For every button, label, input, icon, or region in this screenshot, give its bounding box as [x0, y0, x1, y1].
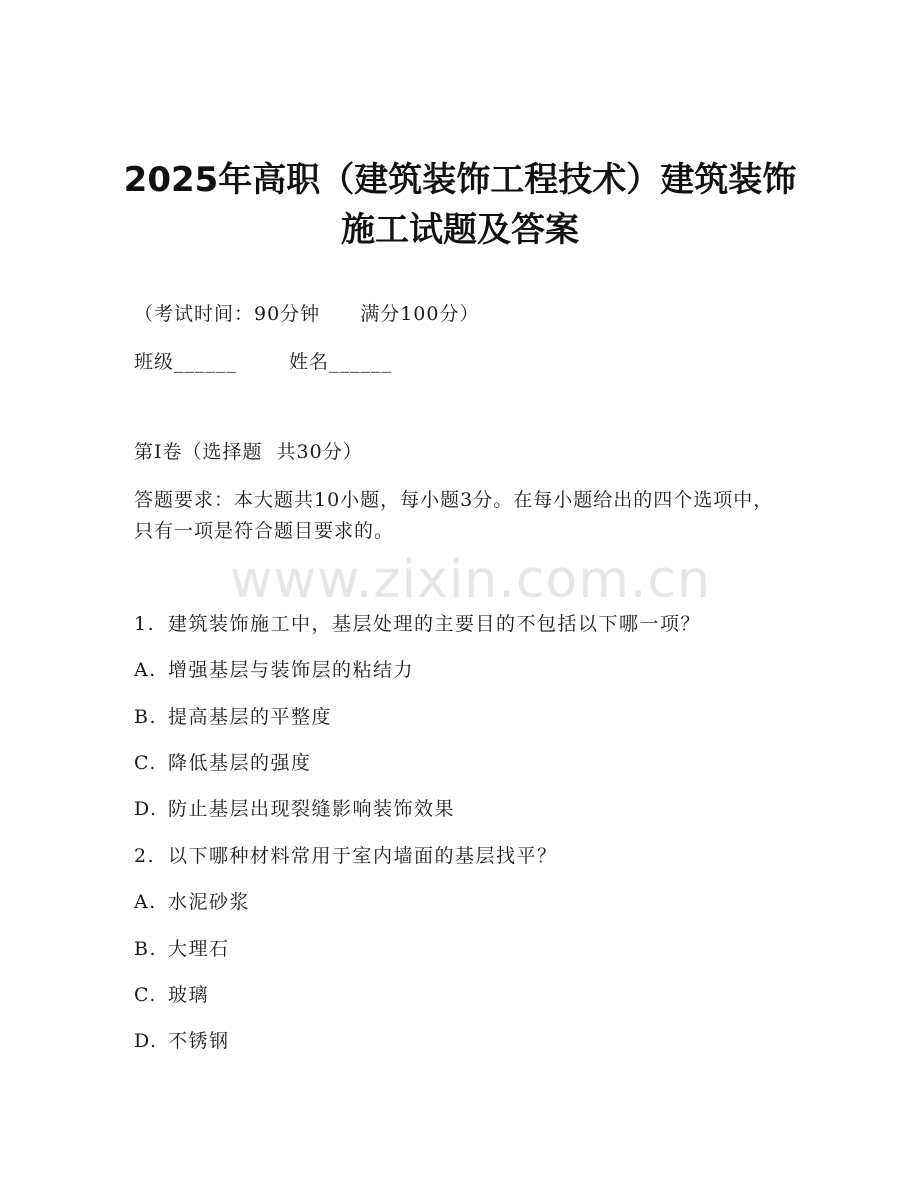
question-1-option-b — [134, 703, 332, 731]
document-title-line-1: 2025年高职（建筑装饰工程技术）建筑装饰 — [123, 160, 797, 200]
option-letter: D. — [134, 798, 158, 820]
section-title: 第I卷（选择题 — [134, 441, 263, 463]
option-text: 提高基层的平整度 — [168, 706, 333, 728]
option-letter: C. — [134, 752, 157, 774]
option-letter: A. — [134, 891, 157, 913]
question-text: 建筑装饰施工中，基层处理的主要目的不包括以下哪一项？ — [168, 613, 702, 635]
option-text: 水泥砂浆 — [168, 891, 251, 913]
question-2-option-d — [134, 1027, 230, 1055]
exam-info — [134, 300, 479, 328]
option-text: 降低基层的强度 — [168, 752, 312, 774]
question-1-option-a — [134, 656, 414, 684]
question-2-option-a — [134, 888, 250, 916]
question-number: 1. — [134, 613, 156, 635]
student-info — [134, 348, 392, 376]
name-field: 姓名______ — [289, 351, 393, 373]
option-text: 玻璃 — [168, 984, 210, 1006]
option-text: 大理石 — [168, 938, 230, 960]
class-field: 班级______ — [134, 351, 238, 373]
option-letter: B. — [134, 706, 158, 728]
document-title-line-2: 施工试题及答案 — [341, 210, 579, 250]
question-1 — [134, 610, 701, 638]
option-letter: B. — [134, 938, 158, 960]
option-letter: C. — [134, 984, 157, 1006]
question-text: 以下哪种材料常用于室内墙面的基层找平？ — [168, 845, 558, 867]
question-1-option-d — [134, 795, 455, 823]
question-1-option-c — [134, 749, 312, 777]
exam-time: （考试时间：90分钟 — [134, 303, 321, 325]
exam-full-score: 满分100分） — [360, 303, 480, 325]
answer-instructions: 答题要求：本大题共10小题，每小题3分。在每小题给出的四个选项中，只有一项是符合题目要求的。 — [134, 489, 774, 542]
section-points: 共30分） — [276, 441, 363, 463]
option-text: 不锈钢 — [168, 1030, 230, 1052]
question-number: 2. — [134, 845, 156, 867]
question-2-option-b — [134, 935, 230, 963]
section-heading — [134, 438, 363, 466]
option-text: 防止基层出现裂缝影响装饰效果 — [168, 798, 456, 820]
watermark: www.zixin.com.cn — [230, 550, 711, 610]
option-letter: D. — [134, 1030, 158, 1052]
option-letter: A. — [134, 659, 157, 681]
question-2 — [134, 842, 558, 870]
question-2-option-c — [134, 981, 209, 1009]
option-text: 增强基层与装饰层的粘结力 — [168, 659, 415, 681]
